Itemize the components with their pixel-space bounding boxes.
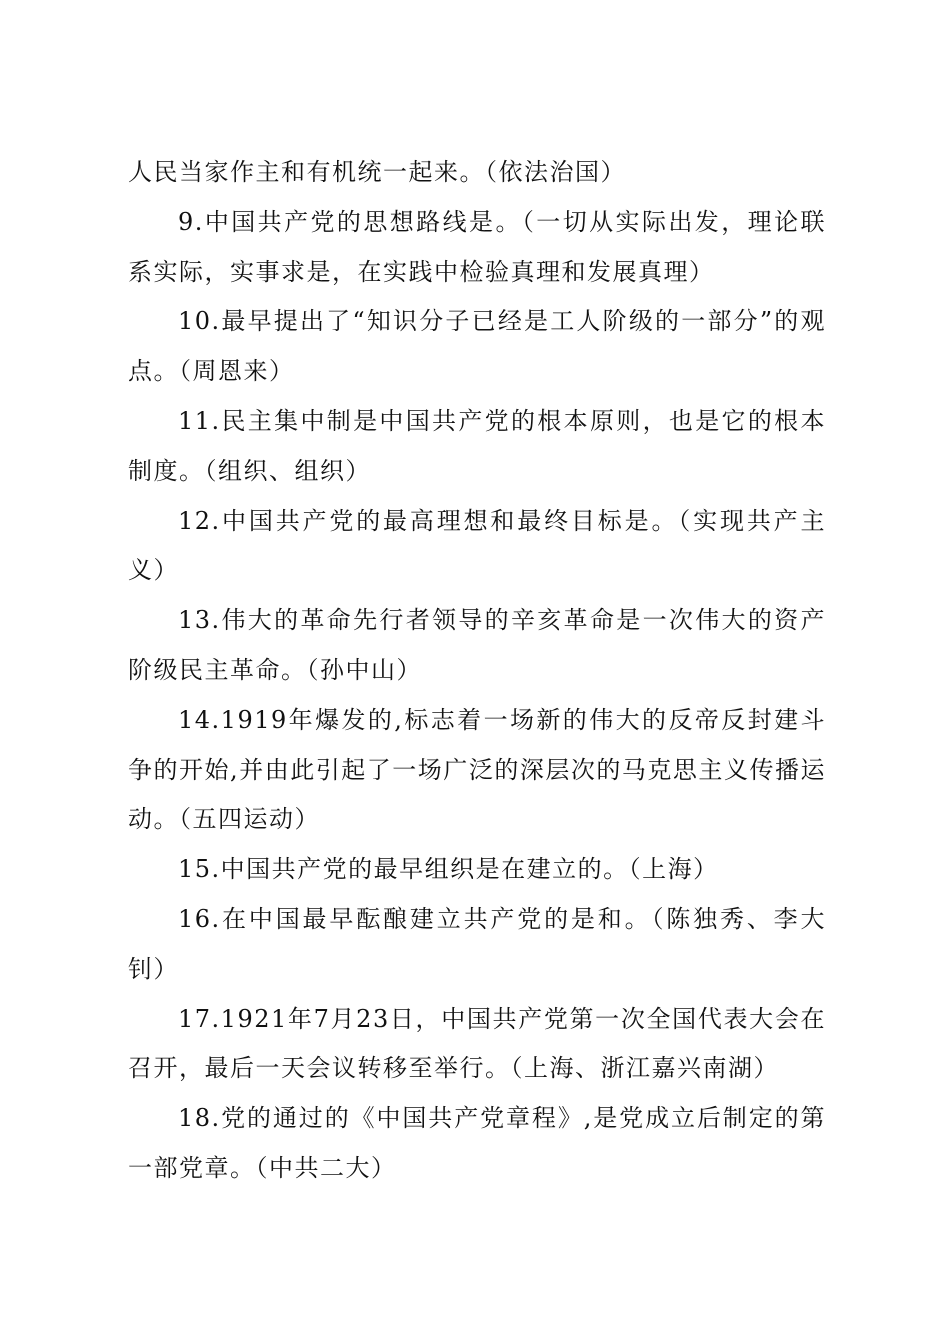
question-10: 10.最早提出了“知识分子已经是工人阶级的一部分”的观点。（周恩来） — [128, 307, 826, 386]
question-14: 14.1919年爆发的,标志着一场新的伟大的反帝反封建斗争的开始,并由此引起了一场广泛的深层次的马克思主义传播运动。（五四运动） — [128, 705, 826, 834]
question-16: 16.在中国最早酝酿建立共产党的是和。（陈独秀、李大钊） — [128, 904, 826, 983]
question-17: 17.1921年7月23日，中国共产党第一次全国代表大会在召开，最后一天会议转移至举行。（上海、浙江嘉兴南湖） — [128, 1004, 826, 1083]
question-9: 9.中国共产党的思想路线是。（一切从实际出发，理论联系实际，实事求是，在实践中检验真理和发展真理） — [128, 207, 826, 286]
question-11: 11.民主集中制是中国共产党的根本原则，也是它的根本制度。（组织、组织） — [128, 406, 826, 485]
paragraph-continuation: 人民当家作主和有机统一起来。（依法治国） — [128, 158, 626, 186]
document-body — [128, 148, 826, 1194]
question-15: 15.中国共产党的最早组织是在建立的。（上海） — [178, 855, 719, 884]
question-18: 18.党的通过的《中国共产党章程》,是党成立后制定的第一部党章。（中共二大） — [128, 1104, 826, 1182]
question-12: 12.中国共产党的最高理想和最终目标是。（实现共产主义） — [128, 506, 826, 585]
question-13: 13.伟大的革命先行者领导的辛亥革命是一次伟大的资产阶级民主革命。（孙中山） — [128, 606, 826, 684]
